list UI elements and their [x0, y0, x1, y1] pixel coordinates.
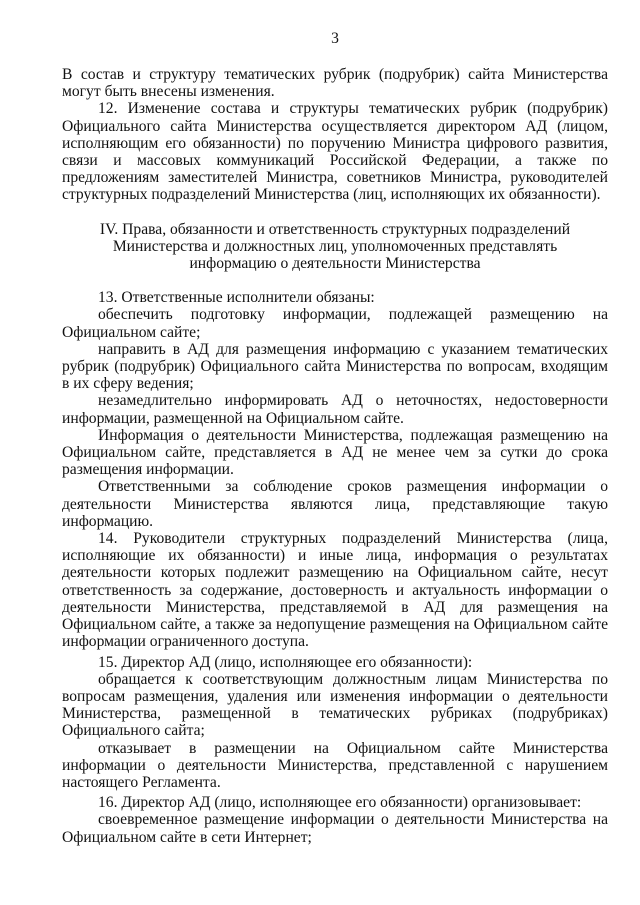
list-item-inform-inaccuracies: незамедлительно информировать АД о неточностях, недостоверности информации, размещенной на Официальном сайте.: [62, 392, 608, 427]
list-item-contacts-officials: обращается к соответствующим должностным лицам Министерства по вопросам размещения, удаления или изменения информации о деятельности Министерства, размещенной в тематических рубриках (подрубриках) Официального сайта;: [62, 670, 608, 740]
paragraph-responsibility-deadlines: Ответственными за соблюдение сроков размещения информации о деятельности Министерства являются лица, представляющие такую информацию.: [62, 478, 608, 530]
paragraph-structure-changes: В состав и структуру тематических рубрик (подрубрик) сайта Министерства могут быть внесены изменения.: [62, 66, 608, 101]
paragraph-14: 14. Руководители структурных подразделений Министерства (лица, исполняющие их обязанности) и иные лица, информация о результатах деятельности которых подлежит размещению на Официальном сайте, несут ответственность за содержание, достоверность и актуальность информации о деятельности Министерства, представляемой в АД для размещения на Официальном сайте, а также за недопущение размещения на Официальном сайте информации ограниченного доступа.: [62, 530, 608, 651]
paragraph-12: 12. Изменение состава и структуры тематических рубрик (подрубрик) Официального сайта Министерства осуществляется директором АД (лицом, исполняющим его обязанности) по поручению Министра цифрового развития, связи и массовых коммуникаций Российской Федерации, а также по предложениям заместителей Министра, советников Министра, руководителей структурных подразделений Министерства (лиц, исполняющих их обязанности).: [62, 100, 608, 204]
paragraph-15: 15. Директор АД (лицо, исполняющее его обязанности):: [98, 653, 473, 671]
paragraph-16: 16. Директор АД (лицо, исполняющее его обязанности) организовывает:: [98, 794, 582, 812]
list-item-prepare-info: обеспечить подготовку информации, подлежащей размещению на Официальном сайте;: [62, 306, 608, 341]
page-number: 3: [331, 30, 339, 47]
section-heading-iv: IV. Права, обязанности и ответственность структурных подразделений Министерства и должностных лиц, уполномоченных представлять информацию о деятельности Министерства: [99, 220, 571, 273]
list-item-refuses-placement: отказывает в размещении на Официальном сайте Министерства информации о деятельности Министерства, представленной с нарушением настоящего Регламента.: [62, 739, 608, 791]
paragraph-submission-deadline: Информация о деятельности Министерства, подлежащая размещению на Официальном сайте, представляется в АД не менее чем за сутки до срока размещения информации.: [62, 426, 608, 479]
document-page: [62, 0, 608, 905]
document-body: [62, 66, 608, 846]
list-item-timely-placement: своевременное размещение информации о деятельности Министерства на Официальном сайте в сети Интернет;: [62, 811, 608, 846]
list-item-send-info: направить в АД для размещения информацию с указанием тематических рубрик (подрубрик) Официального сайта Министерства по вопросам, входящим в их сферу ведения;: [62, 340, 608, 393]
paragraph-13: 13. Ответственные исполнители обязаны:: [98, 289, 375, 307]
